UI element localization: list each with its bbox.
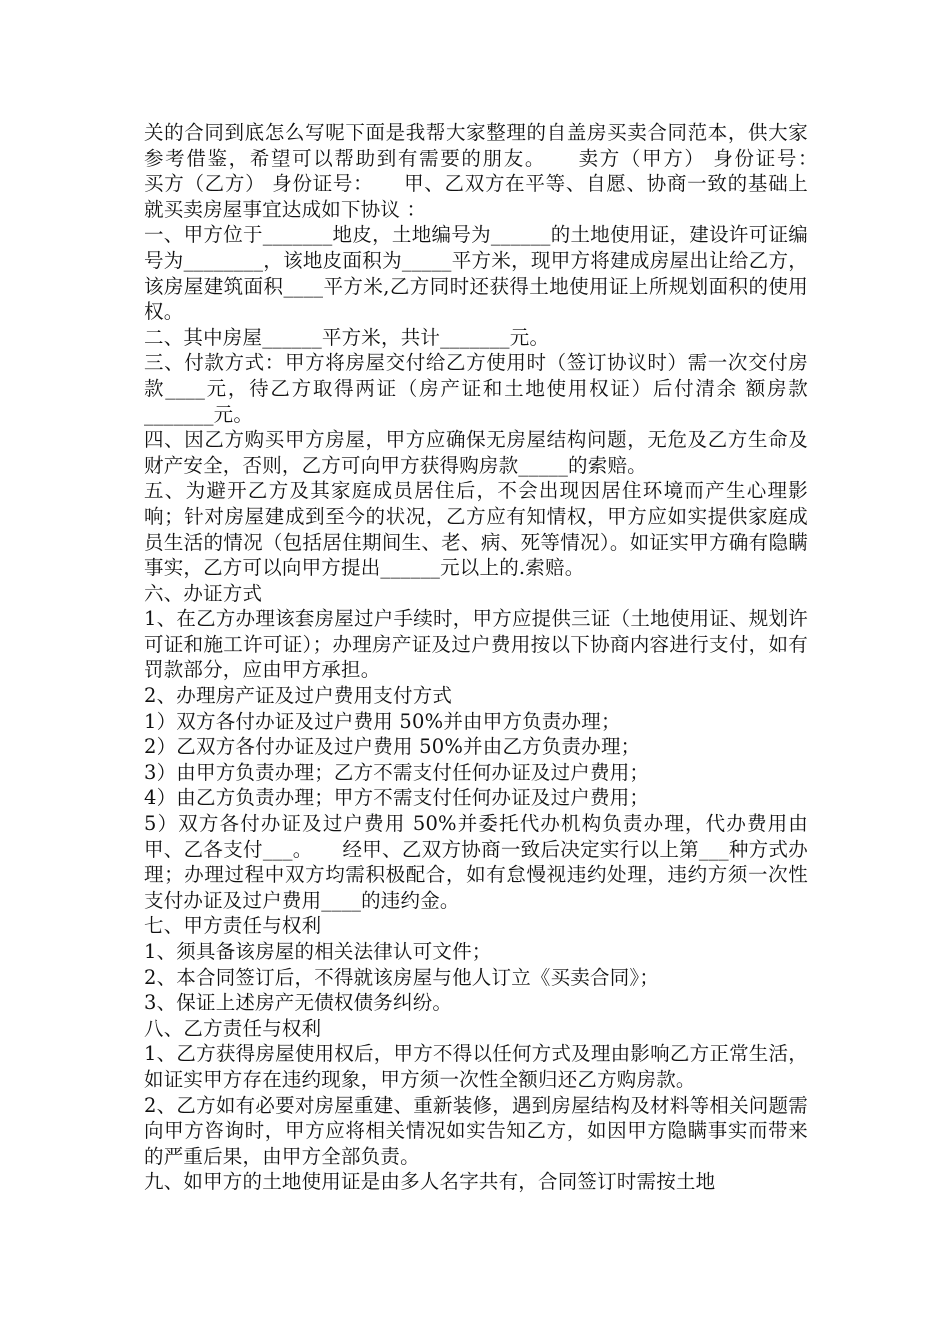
clause-3-payment: 三、付款方式：甲方将房屋交付给乙方使用时（签订协议时）需一次交付房款____元，待乙方取得两证（房产证和土地使用权证）后付清余 额房款_______元。	[144, 351, 808, 426]
option-5: 5）双方各付办证及过户费用 50%并委托代办机构负责办理，代办费用由 甲、乙各支付___。 经甲、乙双方协商一致后决定实行以上第___种方式办理；办理过程中双方均需积极配合，如有怠慢视违约处理，违约方须一次性支付办证及过户费用____的违约金。	[144, 812, 808, 912]
option-3: 3）由甲方负责办理；乙方不需支付任何办证及过户费用；	[144, 760, 650, 784]
option-4: 4）由乙方负责办理；甲方不需支付任何办证及过户费用；	[144, 786, 650, 810]
clause-9: 九、如甲方的土地使用证是由多人名字共有，合同签订时需按土地	[144, 1170, 716, 1194]
clause-6-1: 1、在乙方办理该套房屋过户手续时，甲方应提供三证（土地使用证、规划许可证和施工许可证）；办理房产证及过户费用按以下协商内容进行支付，如有罚款部分，应由甲方承担。	[144, 607, 808, 682]
clause-8-2: 2、乙方如有必要对房屋重建、重新装修，遇到房屋结构及材料等相关问题需向甲方咨询时，甲方应将相关情况如实告知乙方，如因甲方隐瞒事实而带来的严重后果，由甲方全部负责。	[144, 1093, 808, 1168]
section-heading-8: 八、乙方责任与权利	[144, 1016, 322, 1040]
clause-2: 二、其中房屋______平方米，共计_______元。	[144, 325, 550, 349]
clause-6-2: 2、办理房产证及过户费用支付方式	[144, 684, 453, 708]
section-heading-7: 七、甲方责任与权利	[144, 914, 322, 938]
clause-7-2: 2、本合同签订后，不得就该房屋与他人订立《买卖合同》；	[144, 965, 660, 989]
clause-5: 五、为避开乙方及其家庭成员居住后，不会出现因居住环境而产生心理影响；针对房屋建成到至今的状况，乙方应有知情权，甲方应如实提供家庭成员生活的情况（包括居住期间生、老、病、死等情况）。如证实甲方确有隐瞒事实，乙方可以向甲方提出______元以上的.索赔。	[144, 479, 808, 580]
paragraph-intro: 关的合同到底怎么写呢下面是我帮大家整理的自盖房买卖合同范本，供大家参考借鉴，希望可以帮助到有需要的朋友。 卖方（甲方） 身份证号： 买方（乙方） 身份证号： 甲、乙双方在平等、自愿、协商一致的基础上就买卖房屋事宜达成如下协议 ：	[144, 121, 848, 221]
clause-8-1: 1、乙方获得房屋使用权后，甲方不得以任何方式及理由影响乙方正常生活，如证实甲方存在违约现象，甲方须一次性全额归还乙方购房款。	[144, 1042, 808, 1091]
clause-7-1: 1、须具备该房屋的相关法律认可文件；	[144, 940, 492, 963]
section-heading-6: 六、办证方式	[144, 581, 263, 605]
option-1: 1）双方各付办证及过户费用 50%并由甲方负责办理；	[144, 709, 621, 733]
option-2: 2）乙双方各付办证及过户费用 50%并由乙方负责办理；	[144, 735, 641, 759]
clause-7-3: 3、保证上述房产无债权债务纠纷。	[144, 991, 453, 1015]
clause-4: 四、因乙方购买甲方房屋，甲方应确保无房屋结构问题，无危及乙方生命及财产安全，否则，乙方可向甲方获得购房款_____的索赔。	[144, 428, 808, 477]
clause-1: 一、甲方位于_______地皮，土地编号为______的土地使用证，建设许可证编号为________，该地皮面积为_____平方米，现甲方将建成房屋出让给乙方，该房屋建筑面积____平方米,乙方同时还获得土地使用证上所规划面积的使用权。	[144, 223, 808, 324]
document-body	[144, 120, 848, 1195]
